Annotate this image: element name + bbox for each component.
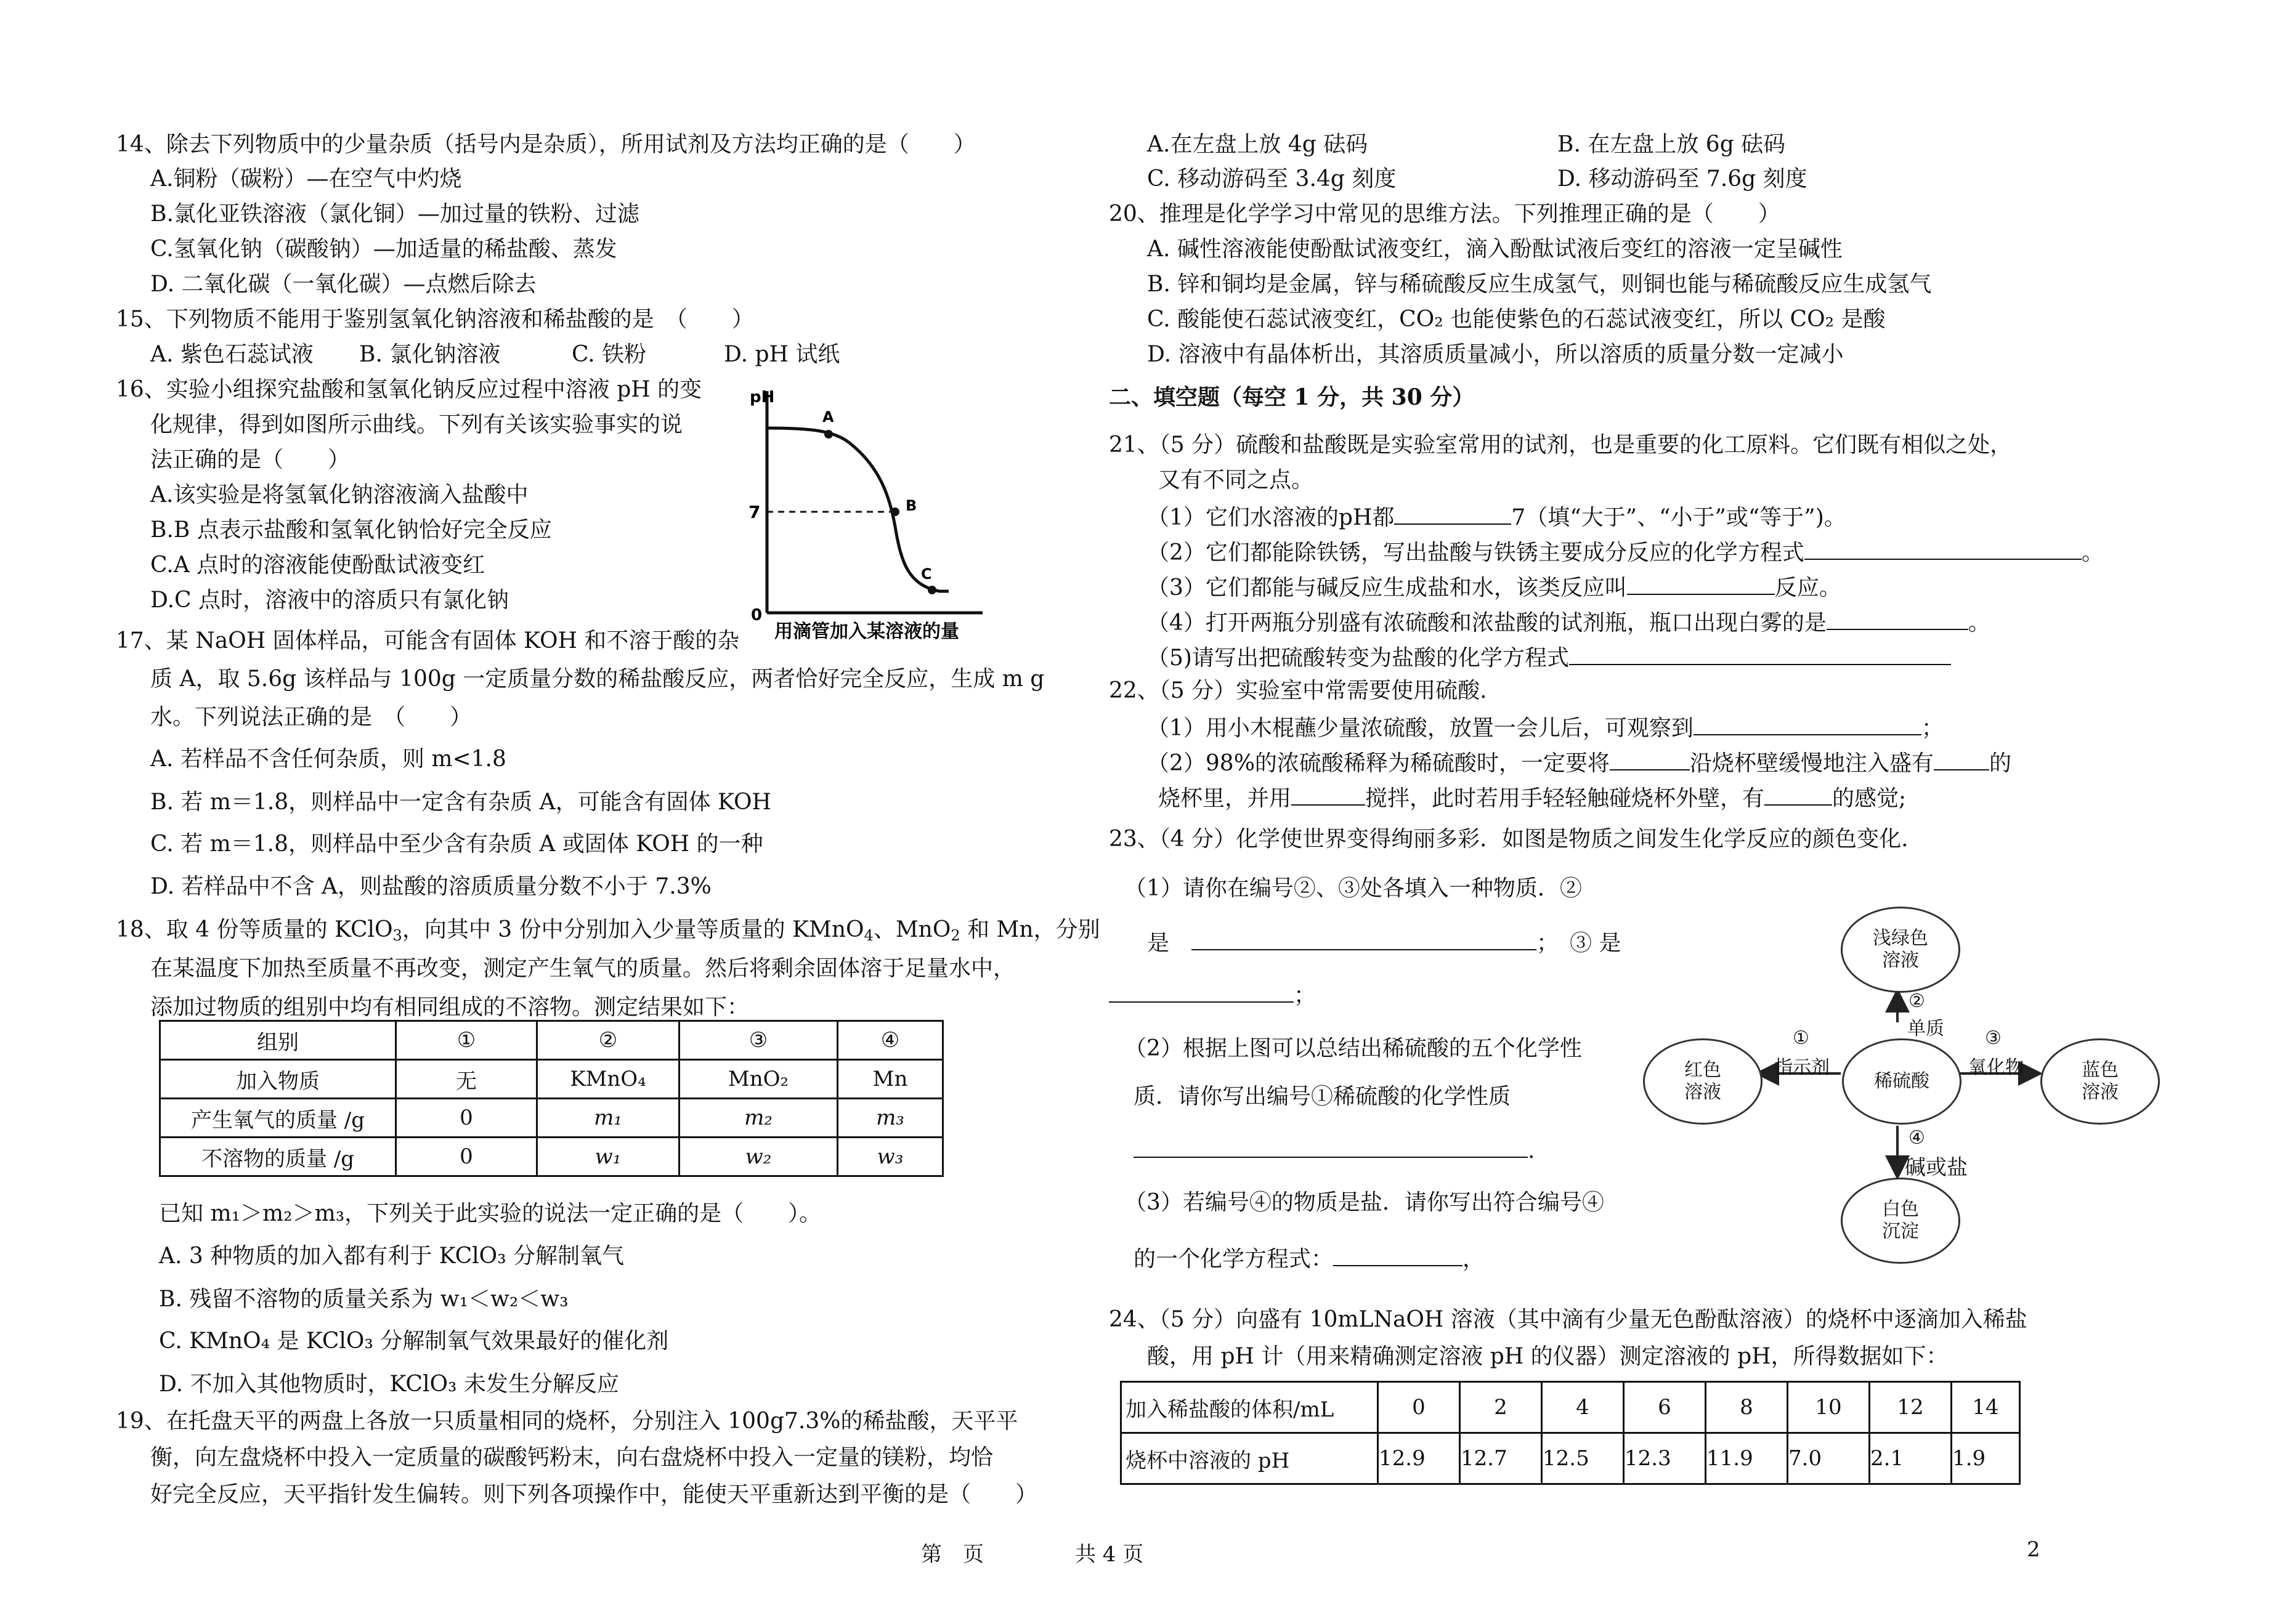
footer-page-number: 2: [2027, 1537, 2040, 1562]
q18-line-3: 添加过物质的组别中均有相同组成的不溶物。测定结果如下：: [150, 995, 750, 1020]
q18-option-d: D. 不加入其他物质时，KClO₃ 未发生分解反应: [159, 1372, 619, 1397]
q20-option-c: C. 酸能使石蕊试液变红，CO₂ 也能使紫色的石蕊试液变红，所以 CO₂ 是酸: [1147, 307, 1886, 332]
q20-stem: 20、推理是化学学习中常见的思维方法。下列推理正确的是（ ）: [1109, 201, 1780, 227]
table-row: 不溶物的质量 /g 0 w₁ w₂ w₃: [160, 1138, 943, 1176]
q21-part-4: （4）打开两瓶分别盛有浓硫酸和浓盐酸的试剂瓶，瓶口出现白雾的是 。: [1147, 607, 1990, 637]
table-row: 烧杯中溶液的 pH 12.9 12.7 12.5 12.3 11.9 7.0 2.1 1.9: [1121, 1433, 2020, 1484]
q18-option-a: A. 3 种物质的加入都有利于 KClO₃ 分解制氧气: [159, 1243, 625, 1269]
q21-line-2: 又有不同之点。: [1158, 467, 1314, 493]
answer-blank[interactable]: [1627, 572, 1775, 595]
q19-line-2: 衡，向左盘烧杯中投入一定质量的碳酸钙粉末，向右盘烧杯中投入一定量的镁粉，均恰: [150, 1445, 994, 1470]
graph-y-label: pH: [750, 388, 775, 406]
q20-option-d: D. 溶液中有晶体析出，其溶质质量减小，所以溶质的质量分数一定减小: [1147, 342, 1844, 367]
q17-line-2: 质 A，取 5.6g 该样品与 100g 一定质量分数的稀盐酸反应，两者恰好完全反应，生成 m g: [150, 666, 1045, 692]
q18-option-c: C. KMnO₄ 是 KClO₃ 分解制氧气效果最好的催化剂: [159, 1328, 669, 1354]
q23-part-2a: （2）根据上图可以总结出稀硫酸的五个化学性: [1124, 1036, 1582, 1061]
node-light-green-solution: 浅绿色 溶液: [1841, 907, 1960, 993]
q18-line-1: 18、取 4 份等质量的 KClO$_3$，向其中 3 份中分别加入少量等质量的 KMnO$_4$、MnO$_2$ 和 Mn，分别: [116, 917, 1100, 944]
q23-part-1d: ；: [1109, 979, 1316, 1010]
q19-line-1: 19、在托盘天平的两盘上各放一只质量相同的烧杯，分别注入 100g7.3%的稀盐酸，天平平: [116, 1409, 1018, 1434]
q23-part-1b: 是 ； ③ 是: [1147, 927, 1621, 958]
q18-table: [159, 1020, 944, 1177]
q19-option-d: D. 移动游码至 7.6g 刻度: [1557, 166, 1807, 192]
q14-option-c: C.氢氧化钠（碳酸钠）—加适量的稀盐酸、蒸发: [150, 236, 617, 262]
node-red-solution: 红色 溶液: [1643, 1038, 1763, 1125]
q24-table: [1120, 1381, 2021, 1485]
q22-part-1: （1）用小木棍蘸少量浓硫酸，放置一会儿后，可观察到 ；: [1147, 712, 1944, 743]
q15-stem: 15、下列物质不能用于鉴别氢氧化钠溶液和稀盐酸的是 （ ）: [116, 307, 754, 332]
q23-part-2b: 质．请你写出编号①稀硫酸的化学性质: [1134, 1084, 1511, 1109]
q16-option-d: D.C 点时，溶液中的溶质只有氯化钠: [150, 588, 509, 613]
q22-line-1: 22、（5 分）实验室中常需要使用硫酸.: [1109, 678, 1487, 703]
q21-part-2: （2）它们都能除铁锈，写出盐酸与铁锈主要成分反应的化学方程式 。: [1147, 536, 2104, 567]
q15-option-d: D. pH 试纸: [724, 342, 840, 367]
q16-option-a: A.该实验是将氢氧化钠溶液滴入盐酸中: [150, 482, 529, 507]
q21-part-1: （1）它们水溶液的pH都 7（填“大于”、“小于”或“等于”)。: [1147, 501, 1846, 532]
node-dilute-sulfuric-acid: 稀硫酸: [1842, 1038, 1961, 1125]
q16-option-b: B.B 点表示盐酸和氢氧化钠恰好完全反应: [150, 517, 552, 543]
edge-4-number: ④: [1909, 1127, 1925, 1149]
q16-line-1: 16、实验小组探究盐酸和氢氧化钠反应过程中溶液 pH 的变: [116, 377, 702, 402]
q18-known: 已知 m₁＞m₂＞m₃，下列关于此实验的说法一定正确的是（ ）。: [159, 1201, 822, 1226]
q17-line-1: 17、某 NaOH 固体样品，可能含有固体 KOH 和不溶于酸的杂: [116, 628, 740, 653]
q14-option-a: A.铜粉（碳粉）—在空气中灼烧: [150, 166, 462, 192]
q19-option-c: C. 移动游码至 3.4g 刻度: [1147, 166, 1397, 192]
q20-option-b: B. 锌和铜均是金属，锌与稀硫酸反应生成氢气，则铜也能与稀硫酸反应生成氢气: [1147, 272, 1932, 297]
q14-option-d: D. 二氧化碳（一氧化碳）—点燃后除去: [150, 272, 537, 297]
q17-line-3: 水。下列说法正确的是 （ ）: [150, 705, 473, 730]
q22-part-3: 烧杯里，并用 搅拌，此时若用手轻轻触碰烧杯外壁，有 的感觉;: [1158, 782, 1906, 813]
answer-blank[interactable]: [1934, 747, 1989, 770]
answer-blank[interactable]: [1827, 607, 1968, 630]
answer-blank[interactable]: [1191, 927, 1536, 950]
section-2-heading: 二、填空题（每空 1 分，共 30 分）: [1109, 384, 1475, 410]
q23-line-1: 23、（4 分）化学使世界变得绚丽多彩．如图是物质之间发生化学反应的颜色变化.: [1109, 827, 1909, 852]
answer-blank[interactable]: [1394, 501, 1511, 525]
q16-option-c: C.A 点时的溶液能使酚酞试液变红: [150, 552, 485, 578]
edge-2-number: ②: [1909, 990, 1925, 1012]
edge-4-label: 碱或盐: [1905, 1155, 1968, 1180]
q16-line-3: 法正确的是（ ）: [150, 447, 351, 472]
q18-line-2: 在某温度下加热至质量不再改变，测定产生氧气的质量。然后将剩余固体溶于足量水中，: [150, 956, 1016, 981]
q14-option-b: B.氯化亚铁溶液（氯化铜）—加过量的铁粉、过滤: [150, 201, 639, 227]
table-row: 组别 ① ② ③ ④: [160, 1021, 943, 1060]
q23-part-2c: .: [1134, 1134, 1535, 1165]
answer-blank[interactable]: [1694, 712, 1921, 735]
edge-1-number: ①: [1793, 1027, 1809, 1049]
answer-blank[interactable]: [1764, 782, 1832, 806]
graph-point-a: A: [822, 408, 834, 426]
footer-page-label: 第 页: [921, 1542, 984, 1567]
q21-part-5: （5)请写出把硫酸转变为盐酸的化学方程式: [1147, 642, 1951, 673]
edge-3-label: 氧化物: [1968, 1057, 2024, 1078]
edge-3-number: ③: [1985, 1027, 2002, 1049]
answer-blank[interactable]: [1109, 979, 1294, 1003]
answer-blank[interactable]: [1569, 642, 1951, 665]
q19-option-a: A.在左盘上放 4g 砝码: [1147, 132, 1368, 157]
answer-blank[interactable]: [1333, 1243, 1462, 1266]
edge-2-label: 单质: [1907, 1018, 1944, 1040]
q21-line-1: 21、（5 分）硫酸和盐酸既是实验室常用的试剂，也是重要的化工原料。它们既有相似之处，: [1109, 432, 2013, 458]
q17-option-d: D. 若样品中不含 A，则盐酸的溶质质量分数不小于 7.3%: [150, 874, 712, 899]
q17-option-b: B. 若 m＝1.8，则样品中一定含有杂质 A，可能含有固体 KOH: [150, 790, 771, 815]
q15-option-b: B. 氯化钠溶液: [359, 342, 501, 367]
q17-option-a: A. 若样品不含任何杂质，则 m<1.8: [150, 746, 506, 772]
q24-line-2: 酸，用 pH 计（用来精确测定溶液 pH 的仪器）测定溶液的 pH，所得数据如下：: [1147, 1344, 1949, 1369]
edge-1-label: 指示剂: [1774, 1057, 1830, 1078]
graph-point-c: C: [921, 565, 932, 583]
q14-stem: 14、除去下列物质中的少量杂质（括号内是杂质），所用试剂及方法均正确的是（ ）: [116, 132, 976, 157]
q16-line-2: 化规律，得到如图所示曲线。下列有关该实验事实的说: [150, 412, 683, 437]
q19-option-b: B. 在左盘上放 6g 砝码: [1557, 132, 1786, 157]
answer-blank[interactable]: [1804, 536, 2082, 560]
ph-curve-graph: [736, 379, 995, 644]
q22-part-2: （2）98%的浓硫酸稀释为稀硫酸时，一定要将 沿烧杯壁缓慢地注入盛有 的: [1147, 747, 2011, 778]
q15-option-a: A. 紫色石蕊试液: [150, 342, 314, 367]
answer-blank[interactable]: [1134, 1134, 1528, 1158]
q23-part-3a: （3）若编号④的物质是盐．请你写出符合编号④: [1124, 1190, 1604, 1215]
q20-option-a: A. 碱性溶液能使酚酞试液变红，滴入酚酞试液后变红的溶液一定呈碱性: [1147, 236, 1843, 262]
q21-part-3: （3）它们都能与碱反应生成盐和水，该类反应叫 反应。: [1147, 572, 1841, 602]
table-row: 产生氧气的质量 /g 0 m₁ m₂ m₃: [160, 1099, 943, 1138]
q17-option-c: C. 若 m＝1.8，则样品中至少含有杂质 A 或固体 KOH 的一种: [150, 831, 763, 857]
q23-part-3b: 的一个化学方程式： ，: [1134, 1243, 1485, 1274]
graph-x-label: 用滴管加入某溶液的量: [774, 621, 959, 642]
node-white-precipitate: 白色 沉淀: [1841, 1178, 1960, 1264]
q15-option-c: C. 铁粉: [572, 342, 647, 367]
answer-blank[interactable]: [1291, 782, 1365, 806]
answer-blank[interactable]: [1610, 747, 1690, 770]
table-row: 加入物质 无 KMnO₄ MnO₂ Mn: [160, 1060, 943, 1099]
q18-option-b: B. 残留不溶物的质量关系为 w₁＜w₂＜w₃: [159, 1287, 569, 1312]
q23-part-1: （1）请你在编号②、③处各填入一种物质．②: [1124, 876, 1582, 901]
node-blue-solution: 蓝色 溶液: [2040, 1038, 2160, 1125]
footer-total-pages: 共 4 页: [1075, 1542, 1144, 1567]
graph-origin-label: 0: [751, 606, 763, 625]
graph-point-b: B: [906, 497, 917, 514]
graph-y7-label: 7: [748, 502, 761, 522]
q19-line-3: 好完全反应，天平指针发生偏转。则下列各项操作中，能使天平重新达到平衡的是（ ）: [150, 1482, 1038, 1507]
table-row: 加入稀盐酸的体积/mL 0 2 4 6 8 10 12 14: [1121, 1382, 2020, 1433]
q24-line-1: 24、（5 分）向盛有 10mLNaOH 溶液（其中滴有少量无色酚酞溶液）的烧杯中逐滴加入稀盐: [1109, 1307, 2027, 1332]
